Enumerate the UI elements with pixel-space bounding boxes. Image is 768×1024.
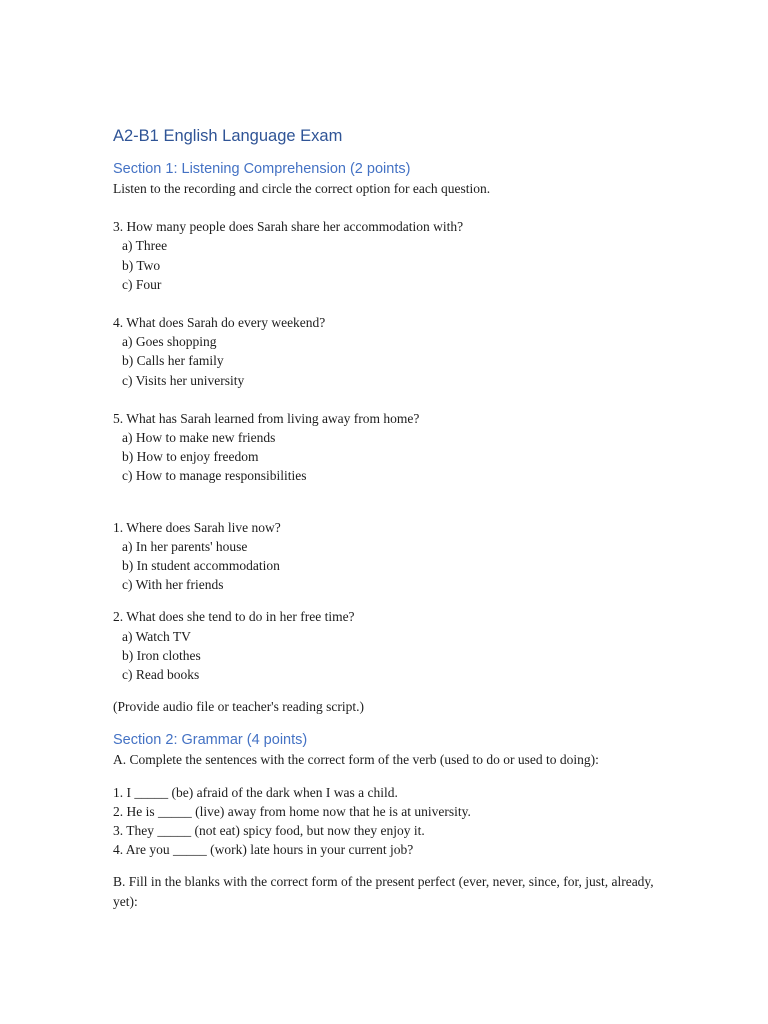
document-title: A2-B1 English Language Exam <box>113 127 343 145</box>
question-text: 1. Where does Sarah live now? <box>113 519 281 535</box>
answer-option: a) Watch TV <box>122 628 191 644</box>
answer-option: c) Four <box>122 276 162 292</box>
question-block <box>113 409 673 486</box>
question-text: 5. What has Sarah learned from living away from home? <box>113 410 420 426</box>
answer-option: c) How to manage responsibilities <box>122 468 307 484</box>
question-text: 4. What does Sarah do every weekend? <box>113 315 326 331</box>
answer-option: c) Visits her university <box>122 372 245 388</box>
section-1-instruction: Listen to the recording and circle the correct option for each question. <box>113 181 491 196</box>
question-block <box>113 217 673 294</box>
answer-option: b) How to enjoy freedom <box>122 449 259 465</box>
answer-option: a) How to make new friends <box>122 430 276 446</box>
part-b-instruction: B. Fill in the blanks with the correct form of the present perfect (ever, never, since, for, just, already, yet): <box>113 874 658 909</box>
grammar-item: 4. Are you _____ (work) late hours in your current job? <box>113 842 414 858</box>
answer-option: b) Calls her family <box>122 353 224 369</box>
grammar-item: 3. They _____ (not eat) spicy food, but now they enjoy it. <box>113 823 425 839</box>
grammar-item: 2. He is _____ (live) away from home now that he is at university. <box>113 803 471 819</box>
question-text: 2. What does she tend to do in her free time? <box>113 609 355 625</box>
answer-option: b) Iron clothes <box>122 647 201 663</box>
part-a-instruction: A. Complete the sentences with the correct form of the verb (used to do or used to doing): <box>113 752 599 768</box>
question-block <box>113 607 673 684</box>
answer-option: a) In her parents' house <box>122 538 248 554</box>
answer-option: b) Two <box>122 257 161 273</box>
section-1-heading: Section 1: Listening Comprehension (2 points) <box>113 161 411 177</box>
exam-page <box>113 124 673 911</box>
audio-note: (Provide audio file or teacher's reading script.) <box>113 699 364 715</box>
grammar-items <box>113 783 673 860</box>
grammar-item: 1. I _____ (be) afraid of the dark when I was a child. <box>113 784 398 800</box>
answer-option: c) With her friends <box>122 577 224 593</box>
question-text: 3. How many people does Sarah share her accommodation with? <box>113 219 464 235</box>
answer-option: a) Three <box>122 238 168 254</box>
question-block <box>113 518 673 595</box>
answer-option: c) Read books <box>122 667 200 683</box>
answer-option: a) Goes shopping <box>122 334 217 350</box>
section-2-heading: Section 2: Grammar (4 points) <box>113 732 308 749</box>
answer-option: b) In student accommodation <box>122 558 280 574</box>
question-block <box>113 313 673 390</box>
